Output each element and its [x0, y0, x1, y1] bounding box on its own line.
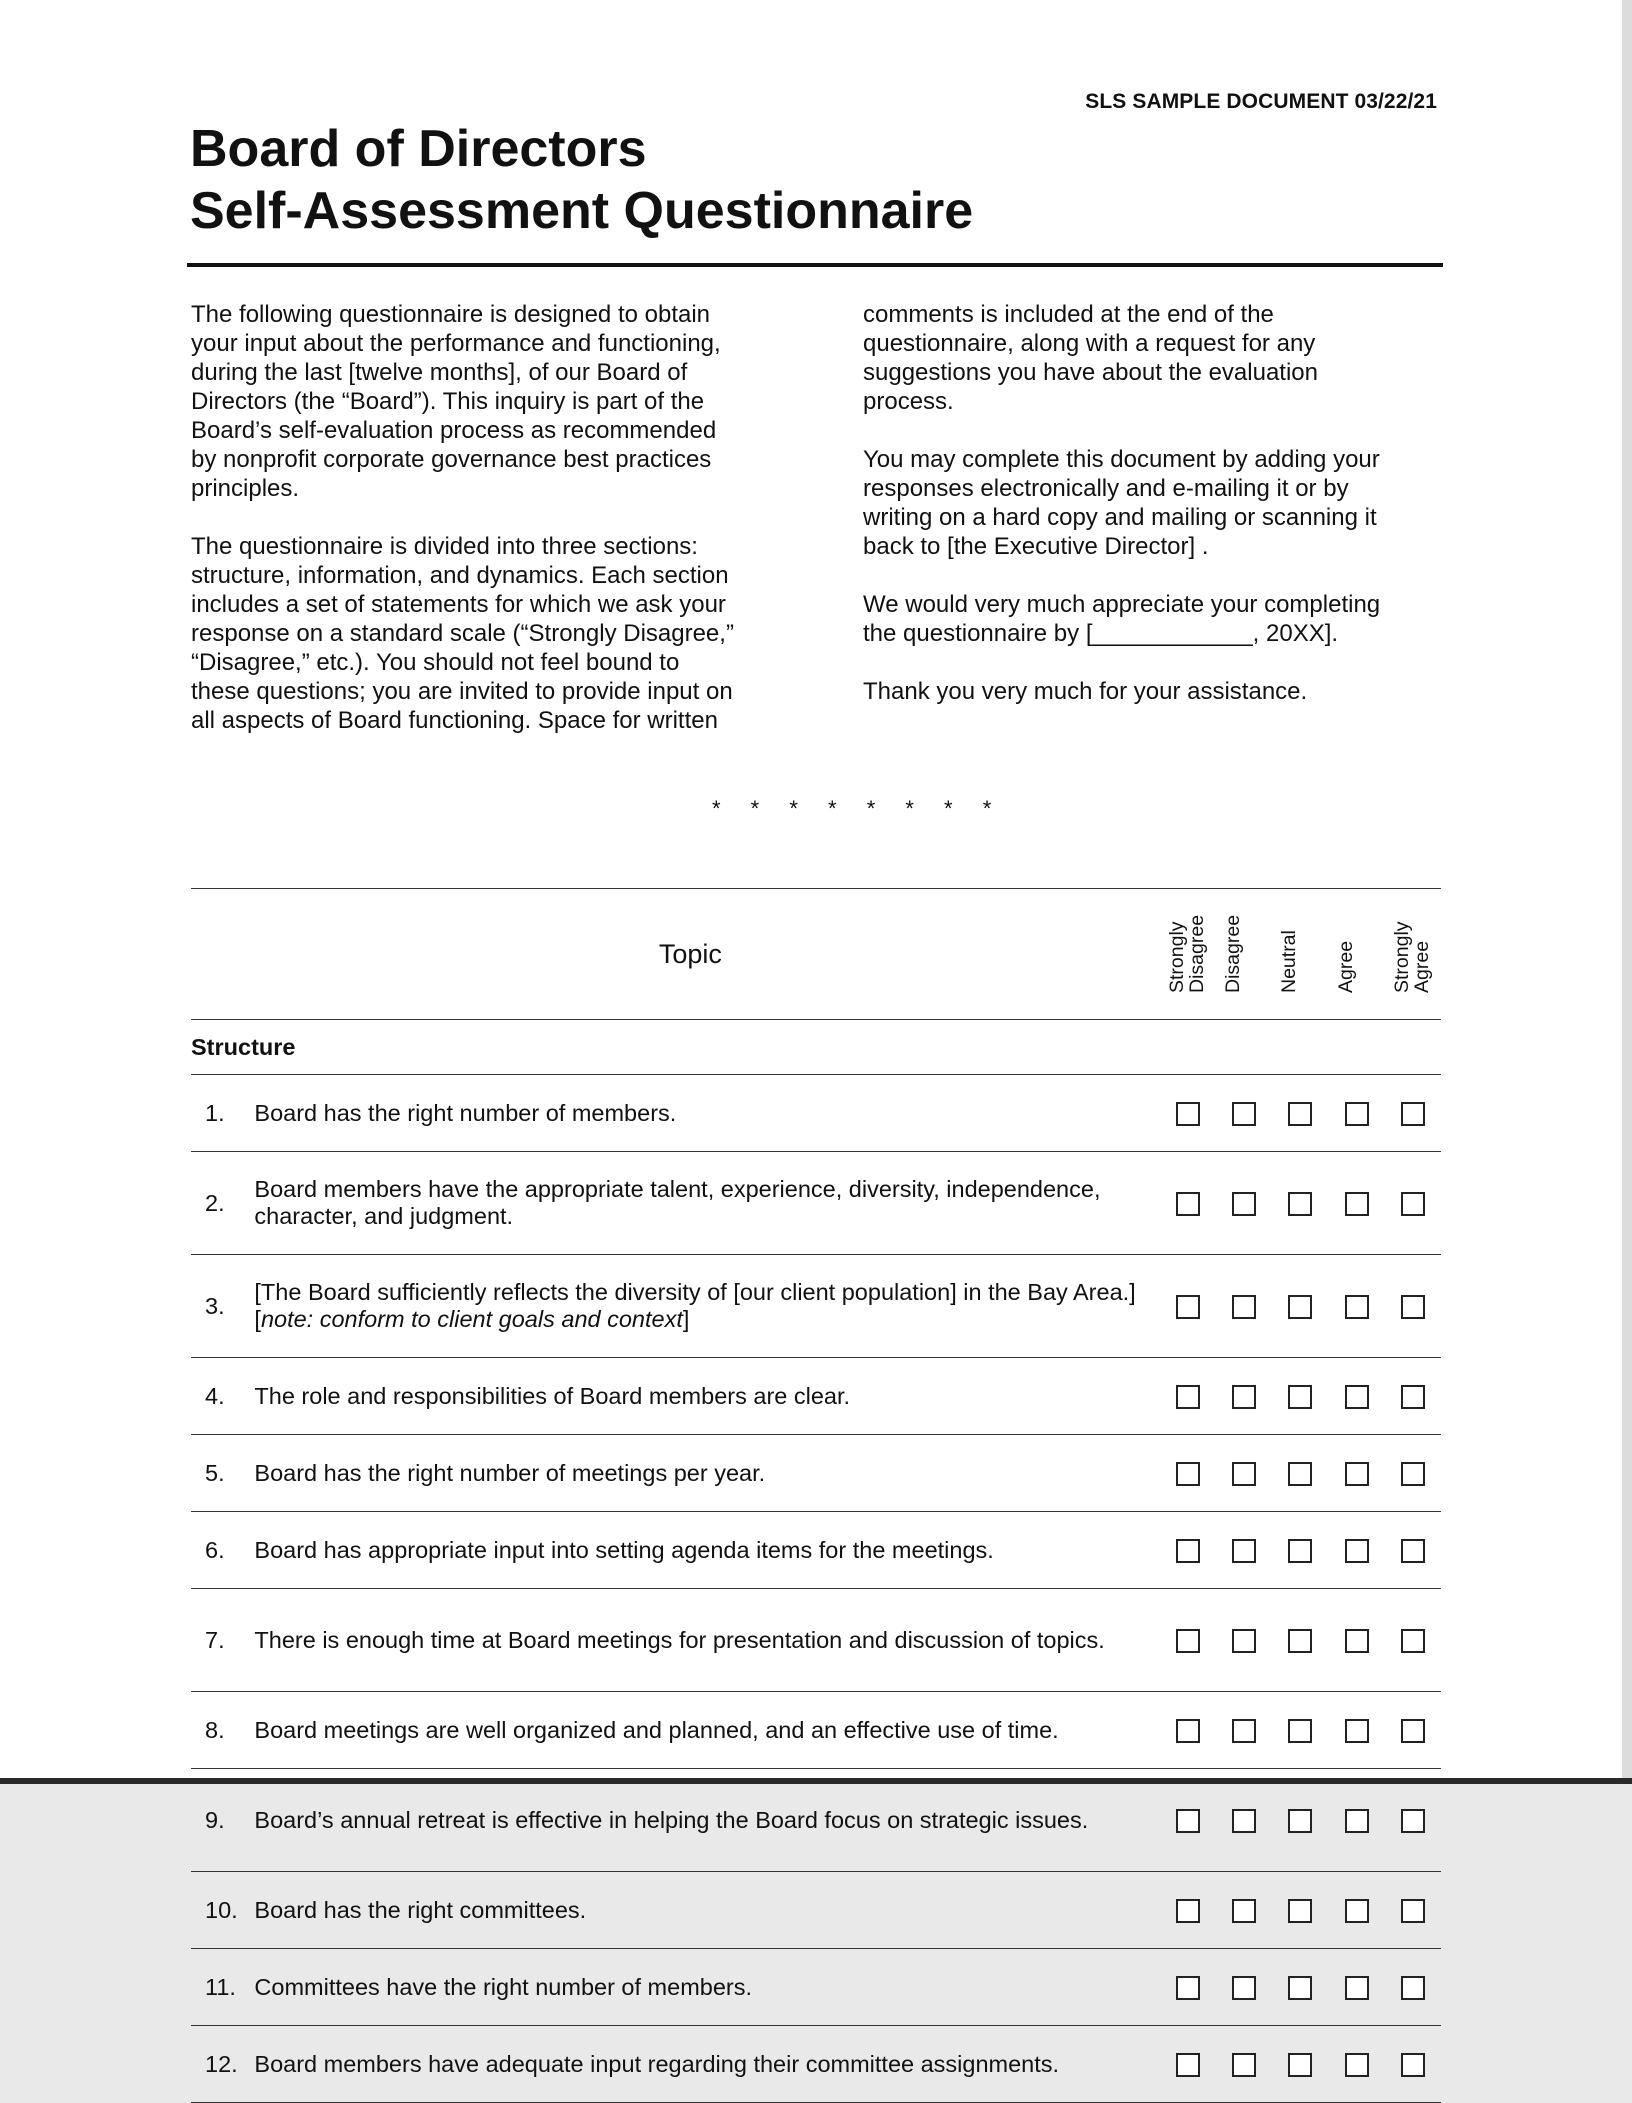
- response-cell-strongly-disagree: [1160, 1512, 1216, 1589]
- table-header-row: [191, 889, 1441, 1020]
- response-cell-disagree: [1216, 1589, 1272, 1692]
- response-cell-neutral: [1272, 1949, 1328, 2026]
- scale-label: Agree: [1334, 940, 1357, 993]
- table-row: [191, 1435, 1441, 1512]
- checkbox-strongly-disagree[interactable]: [1176, 1462, 1200, 1486]
- checkbox-agree[interactable]: [1345, 1629, 1369, 1653]
- response-cell-agree: [1328, 1872, 1384, 1949]
- checkbox-disagree[interactable]: [1232, 1809, 1256, 1833]
- response-cell-disagree: [1216, 2026, 1272, 2103]
- item-statement: [The Board sufficiently reflects the diversity of [our client population] in the Bay Area.] [: [254, 1279, 1136, 1332]
- checkbox-neutral[interactable]: [1288, 1899, 1312, 1923]
- response-cell-strongly-agree: [1385, 2026, 1441, 2103]
- table-row: [191, 1872, 1441, 1949]
- item-text: [254, 1255, 1159, 1358]
- response-cell-strongly-disagree: [1160, 1255, 1216, 1358]
- checkbox-strongly-disagree[interactable]: [1176, 1809, 1200, 1833]
- checkbox-agree[interactable]: [1345, 1976, 1369, 2000]
- section-title: Structure: [191, 1020, 1441, 1075]
- item-text: [254, 1589, 1159, 1692]
- response-cell-agree: [1328, 1075, 1384, 1152]
- item-number: 3.: [191, 1255, 254, 1358]
- item-statement: Board has the right committees.: [254, 1896, 587, 1923]
- checkbox-neutral[interactable]: [1288, 1539, 1312, 1563]
- item-text: [254, 1692, 1159, 1769]
- intro-left-column: [191, 300, 781, 764]
- checkbox-strongly-agree[interactable]: [1401, 1192, 1425, 1216]
- checkbox-strongly-agree[interactable]: [1401, 1295, 1425, 1319]
- checkbox-agree[interactable]: [1345, 1192, 1369, 1216]
- checkbox-strongly-disagree[interactable]: [1176, 1629, 1200, 1653]
- table-row: [191, 1358, 1441, 1435]
- checkbox-neutral[interactable]: [1288, 1719, 1312, 1743]
- questionnaire-table: [191, 888, 1441, 2103]
- item-text: [254, 1872, 1159, 1949]
- intro-paragraph: The following questionnaire is designed to obtain your input about the performance and functioning, during the last [twelve months], of our Board of Directors (the “Board”). This inquiry is part of the Board’s self-evaluation process as recommended by nonprofit corporate governance best practices principles.: [191, 301, 721, 502]
- scale-label: Disagree: [1222, 914, 1245, 993]
- intro-paragraph: Thank you very much for your assistance.: [863, 678, 1308, 705]
- checkbox-disagree[interactable]: [1232, 1976, 1256, 2000]
- intro-paragraph: We would very much appreciate your completing the questionnaire by [____________, 20XX].: [863, 591, 1381, 647]
- response-cell-neutral: [1272, 1692, 1328, 1769]
- checkbox-strongly-disagree[interactable]: [1176, 2053, 1200, 2077]
- item-text: [254, 1152, 1159, 1255]
- scale-header-strongly-disagree: [1160, 889, 1216, 1020]
- page-title: [190, 118, 973, 242]
- checkbox-strongly-agree[interactable]: [1401, 2053, 1425, 2077]
- response-cell-strongly-agree: [1385, 1358, 1441, 1435]
- item-statement: Board has the right number of members.: [254, 1099, 677, 1126]
- checkbox-neutral[interactable]: [1288, 1462, 1312, 1486]
- scale-label: Strongly Disagree: [1165, 914, 1208, 993]
- checkbox-strongly-disagree[interactable]: [1176, 1899, 1200, 1923]
- response-cell-disagree: [1216, 1872, 1272, 1949]
- response-cell-strongly-disagree: [1160, 1872, 1216, 1949]
- response-cell-strongly-agree: [1385, 1075, 1441, 1152]
- item-number: 2.: [191, 1152, 254, 1255]
- intro-right-column: [863, 300, 1423, 735]
- table-row: [191, 1692, 1441, 1769]
- checkbox-disagree[interactable]: [1232, 1629, 1256, 1653]
- title-line-1: Board of Directors: [190, 120, 647, 178]
- response-cell-strongly-disagree: [1160, 1949, 1216, 2026]
- response-cell-strongly-disagree: [1160, 1692, 1216, 1769]
- response-cell-neutral: [1272, 1075, 1328, 1152]
- item-statement: Board members have the appropriate talent, experience, diversity, independence, character, and judgment.: [254, 1176, 1101, 1229]
- topic-header: Topic: [191, 889, 1160, 1020]
- response-cell-strongly-agree: [1385, 1435, 1441, 1512]
- item-statement: Board’s annual retreat is effective in helping the Board focus on strategic issues.: [254, 1806, 1089, 1833]
- checkbox-agree[interactable]: [1345, 1385, 1369, 1409]
- scrollbar-track[interactable]: [1622, 0, 1632, 1784]
- response-cell-disagree: [1216, 1512, 1272, 1589]
- response-cell-strongly-agree: [1385, 1872, 1441, 1949]
- item-number: 4.: [191, 1358, 254, 1435]
- response-cell-disagree: [1216, 1152, 1272, 1255]
- checkbox-agree[interactable]: [1345, 1462, 1369, 1486]
- item-note: note: conform to client goals and context: [260, 1306, 683, 1332]
- checkbox-neutral[interactable]: [1288, 1976, 1312, 2000]
- checkbox-neutral[interactable]: [1288, 1809, 1312, 1833]
- checkbox-disagree[interactable]: [1232, 1539, 1256, 1563]
- checkbox-strongly-disagree[interactable]: [1176, 1385, 1200, 1409]
- checkbox-disagree[interactable]: [1232, 1385, 1256, 1409]
- checkbox-agree[interactable]: [1345, 1295, 1369, 1319]
- checkbox-agree[interactable]: [1345, 1899, 1369, 1923]
- response-cell-agree: [1328, 1589, 1384, 1692]
- response-cell-strongly-agree: [1385, 1692, 1441, 1769]
- item-statement: The role and responsibilities of Board members are clear.: [254, 1382, 851, 1409]
- item-text: [254, 1358, 1159, 1435]
- checkbox-agree[interactable]: [1345, 1719, 1369, 1743]
- checkbox-agree[interactable]: [1345, 2053, 1369, 2077]
- item-text: [254, 1949, 1159, 2026]
- intro-paragraph: The questionnaire is divided into three sections: structure, information, and dynamics. Each section includes a set of statements for which we ask your response on a standard scale (“Strongly Disagree,” “Disagree,” etc.). You should not feel bound to these questions; you are invited to provide input on all aspects of Board functioning. Space for written: [191, 533, 734, 734]
- item-statement: Board has appropriate input into setting agenda items for the meetings.: [254, 1536, 994, 1563]
- response-cell-strongly-agree: [1385, 1152, 1441, 1255]
- item-statement: Board meetings are well organized and planned, and an effective use of time.: [254, 1716, 1059, 1743]
- response-cell-neutral: [1272, 1255, 1328, 1358]
- checkbox-strongly-agree[interactable]: [1401, 1719, 1425, 1743]
- checkbox-strongly-agree[interactable]: [1401, 1462, 1425, 1486]
- checkbox-strongly-agree[interactable]: [1401, 1899, 1425, 1923]
- table-row: [191, 1949, 1441, 2026]
- response-cell-agree: [1328, 1512, 1384, 1589]
- item-number: 5.: [191, 1435, 254, 1512]
- response-cell-neutral: [1272, 1589, 1328, 1692]
- table-row: [191, 1152, 1441, 1255]
- response-cell-strongly-disagree: [1160, 2026, 1216, 2103]
- response-cell-neutral: [1272, 2026, 1328, 2103]
- response-cell-neutral: [1272, 1435, 1328, 1512]
- checkbox-neutral[interactable]: [1288, 1629, 1312, 1653]
- response-cell-agree: [1328, 1435, 1384, 1512]
- scale-header-agree: [1328, 889, 1384, 1020]
- checkbox-strongly-agree[interactable]: [1401, 1539, 1425, 1563]
- scale-header-disagree: [1216, 889, 1272, 1020]
- response-cell-disagree: [1216, 1075, 1272, 1152]
- checkbox-strongly-disagree[interactable]: [1176, 1539, 1200, 1563]
- response-cell-neutral: [1272, 1152, 1328, 1255]
- intro-paragraph: You may complete this document by adding your responses electronically and e-mailing it or by writing on a hard copy and mailing or scanning it back to [the Executive Director] .: [863, 446, 1380, 560]
- response-cell-strongly-agree: [1385, 1949, 1441, 2026]
- response-cell-strongly-agree: [1385, 1512, 1441, 1589]
- checkbox-strongly-agree[interactable]: [1401, 1385, 1425, 1409]
- response-cell-neutral: [1272, 1358, 1328, 1435]
- checkbox-disagree[interactable]: [1232, 1719, 1256, 1743]
- table-row: [191, 1255, 1441, 1358]
- item-number: 11.: [191, 1949, 254, 2026]
- checkbox-neutral[interactable]: [1288, 1295, 1312, 1319]
- checkbox-agree[interactable]: [1345, 1539, 1369, 1563]
- item-number: 10.: [191, 1872, 254, 1949]
- response-cell-strongly-disagree: [1160, 1075, 1216, 1152]
- response-cell-disagree: [1216, 1358, 1272, 1435]
- section-separator: * * * * * * * *: [712, 796, 1004, 821]
- response-cell-strongly-agree: [1385, 1589, 1441, 1692]
- scale-header-strongly-agree: [1385, 889, 1441, 1020]
- response-cell-neutral: [1272, 1512, 1328, 1589]
- section-row: [191, 1020, 1441, 1075]
- response-cell-agree: [1328, 1949, 1384, 2026]
- checkbox-strongly-agree[interactable]: [1401, 1102, 1425, 1126]
- response-cell-disagree: [1216, 1949, 1272, 2026]
- item-statement: Board members have adequate input regarding their committee assignments.: [254, 2050, 1060, 2077]
- title-line-2: Self-Assessment Questionnaire: [190, 182, 974, 240]
- item-number: 12.: [191, 2026, 254, 2103]
- item-text: [254, 1435, 1159, 1512]
- item-number: 9.: [191, 1769, 254, 1872]
- item-statement: There is enough time at Board meetings for presentation and discussion of topics.: [254, 1626, 1105, 1653]
- checkbox-disagree[interactable]: [1232, 1192, 1256, 1216]
- checkbox-neutral[interactable]: [1288, 2053, 1312, 2077]
- item-statement: Committees have the right number of members.: [254, 1973, 753, 2000]
- response-cell-neutral: [1272, 1872, 1328, 1949]
- item-text: [254, 2026, 1159, 2103]
- response-cell-strongly-disagree: [1160, 1435, 1216, 1512]
- checkbox-strongly-disagree[interactable]: [1176, 1102, 1200, 1126]
- response-cell-strongly-disagree: [1160, 1358, 1216, 1435]
- checkbox-strongly-disagree[interactable]: [1176, 1976, 1200, 2000]
- intro-paragraph: comments is included at the end of the questionnaire, along with a request for any suggestions you have about the evaluation process.: [863, 301, 1319, 415]
- item-statement: Board has the right number of meetings per year.: [254, 1459, 766, 1486]
- checkbox-neutral[interactable]: [1288, 1192, 1312, 1216]
- response-cell-strongly-disagree: [1160, 1589, 1216, 1692]
- item-number: 7.: [191, 1589, 254, 1692]
- response-cell-agree: [1328, 1692, 1384, 1769]
- response-cell-agree: [1328, 1152, 1384, 1255]
- title-divider: [187, 263, 1443, 267]
- checkbox-agree[interactable]: [1345, 1809, 1369, 1833]
- checkbox-strongly-agree[interactable]: [1401, 1976, 1425, 2000]
- scale-header-neutral: [1272, 889, 1328, 1020]
- viewer-bottom-bar: [0, 1778, 1632, 1784]
- table-row: [191, 1075, 1441, 1152]
- checkbox-disagree[interactable]: [1232, 2053, 1256, 2077]
- item-text: [254, 1512, 1159, 1589]
- table-row: [191, 1512, 1441, 1589]
- checkbox-strongly-disagree[interactable]: [1176, 1192, 1200, 1216]
- item-text: [254, 1075, 1159, 1152]
- item-number: 6.: [191, 1512, 254, 1589]
- response-cell-agree: [1328, 1358, 1384, 1435]
- document-label: SLS SAMPLE DOCUMENT 03/22/21: [1085, 90, 1437, 113]
- checkbox-strongly-disagree[interactable]: [1176, 1719, 1200, 1743]
- scale-label: Strongly Agree: [1390, 921, 1433, 993]
- checkbox-strongly-disagree[interactable]: [1176, 1295, 1200, 1319]
- checkbox-disagree[interactable]: [1232, 1102, 1256, 1126]
- checkbox-neutral[interactable]: [1288, 1102, 1312, 1126]
- checkbox-neutral[interactable]: [1288, 1385, 1312, 1409]
- item-number: 1.: [191, 1075, 254, 1152]
- response-cell-disagree: [1216, 1435, 1272, 1512]
- response-cell-agree: [1328, 1255, 1384, 1358]
- response-cell-strongly-disagree: [1160, 1152, 1216, 1255]
- checkbox-strongly-agree[interactable]: [1401, 1629, 1425, 1653]
- checkbox-agree[interactable]: [1345, 1102, 1369, 1126]
- checkbox-disagree[interactable]: [1232, 1295, 1256, 1319]
- scale-label: Neutral: [1278, 930, 1301, 993]
- item-number: 8.: [191, 1692, 254, 1769]
- response-cell-disagree: [1216, 1255, 1272, 1358]
- table-row: [191, 2026, 1441, 2103]
- checkbox-disagree[interactable]: [1232, 1899, 1256, 1923]
- table-row: [191, 1589, 1441, 1692]
- checkbox-strongly-agree[interactable]: [1401, 1809, 1425, 1833]
- response-cell-strongly-agree: [1385, 1255, 1441, 1358]
- item-suffix: ]: [682, 1306, 690, 1332]
- checkbox-disagree[interactable]: [1232, 1462, 1256, 1486]
- response-cell-agree: [1328, 2026, 1384, 2103]
- response-cell-disagree: [1216, 1692, 1272, 1769]
